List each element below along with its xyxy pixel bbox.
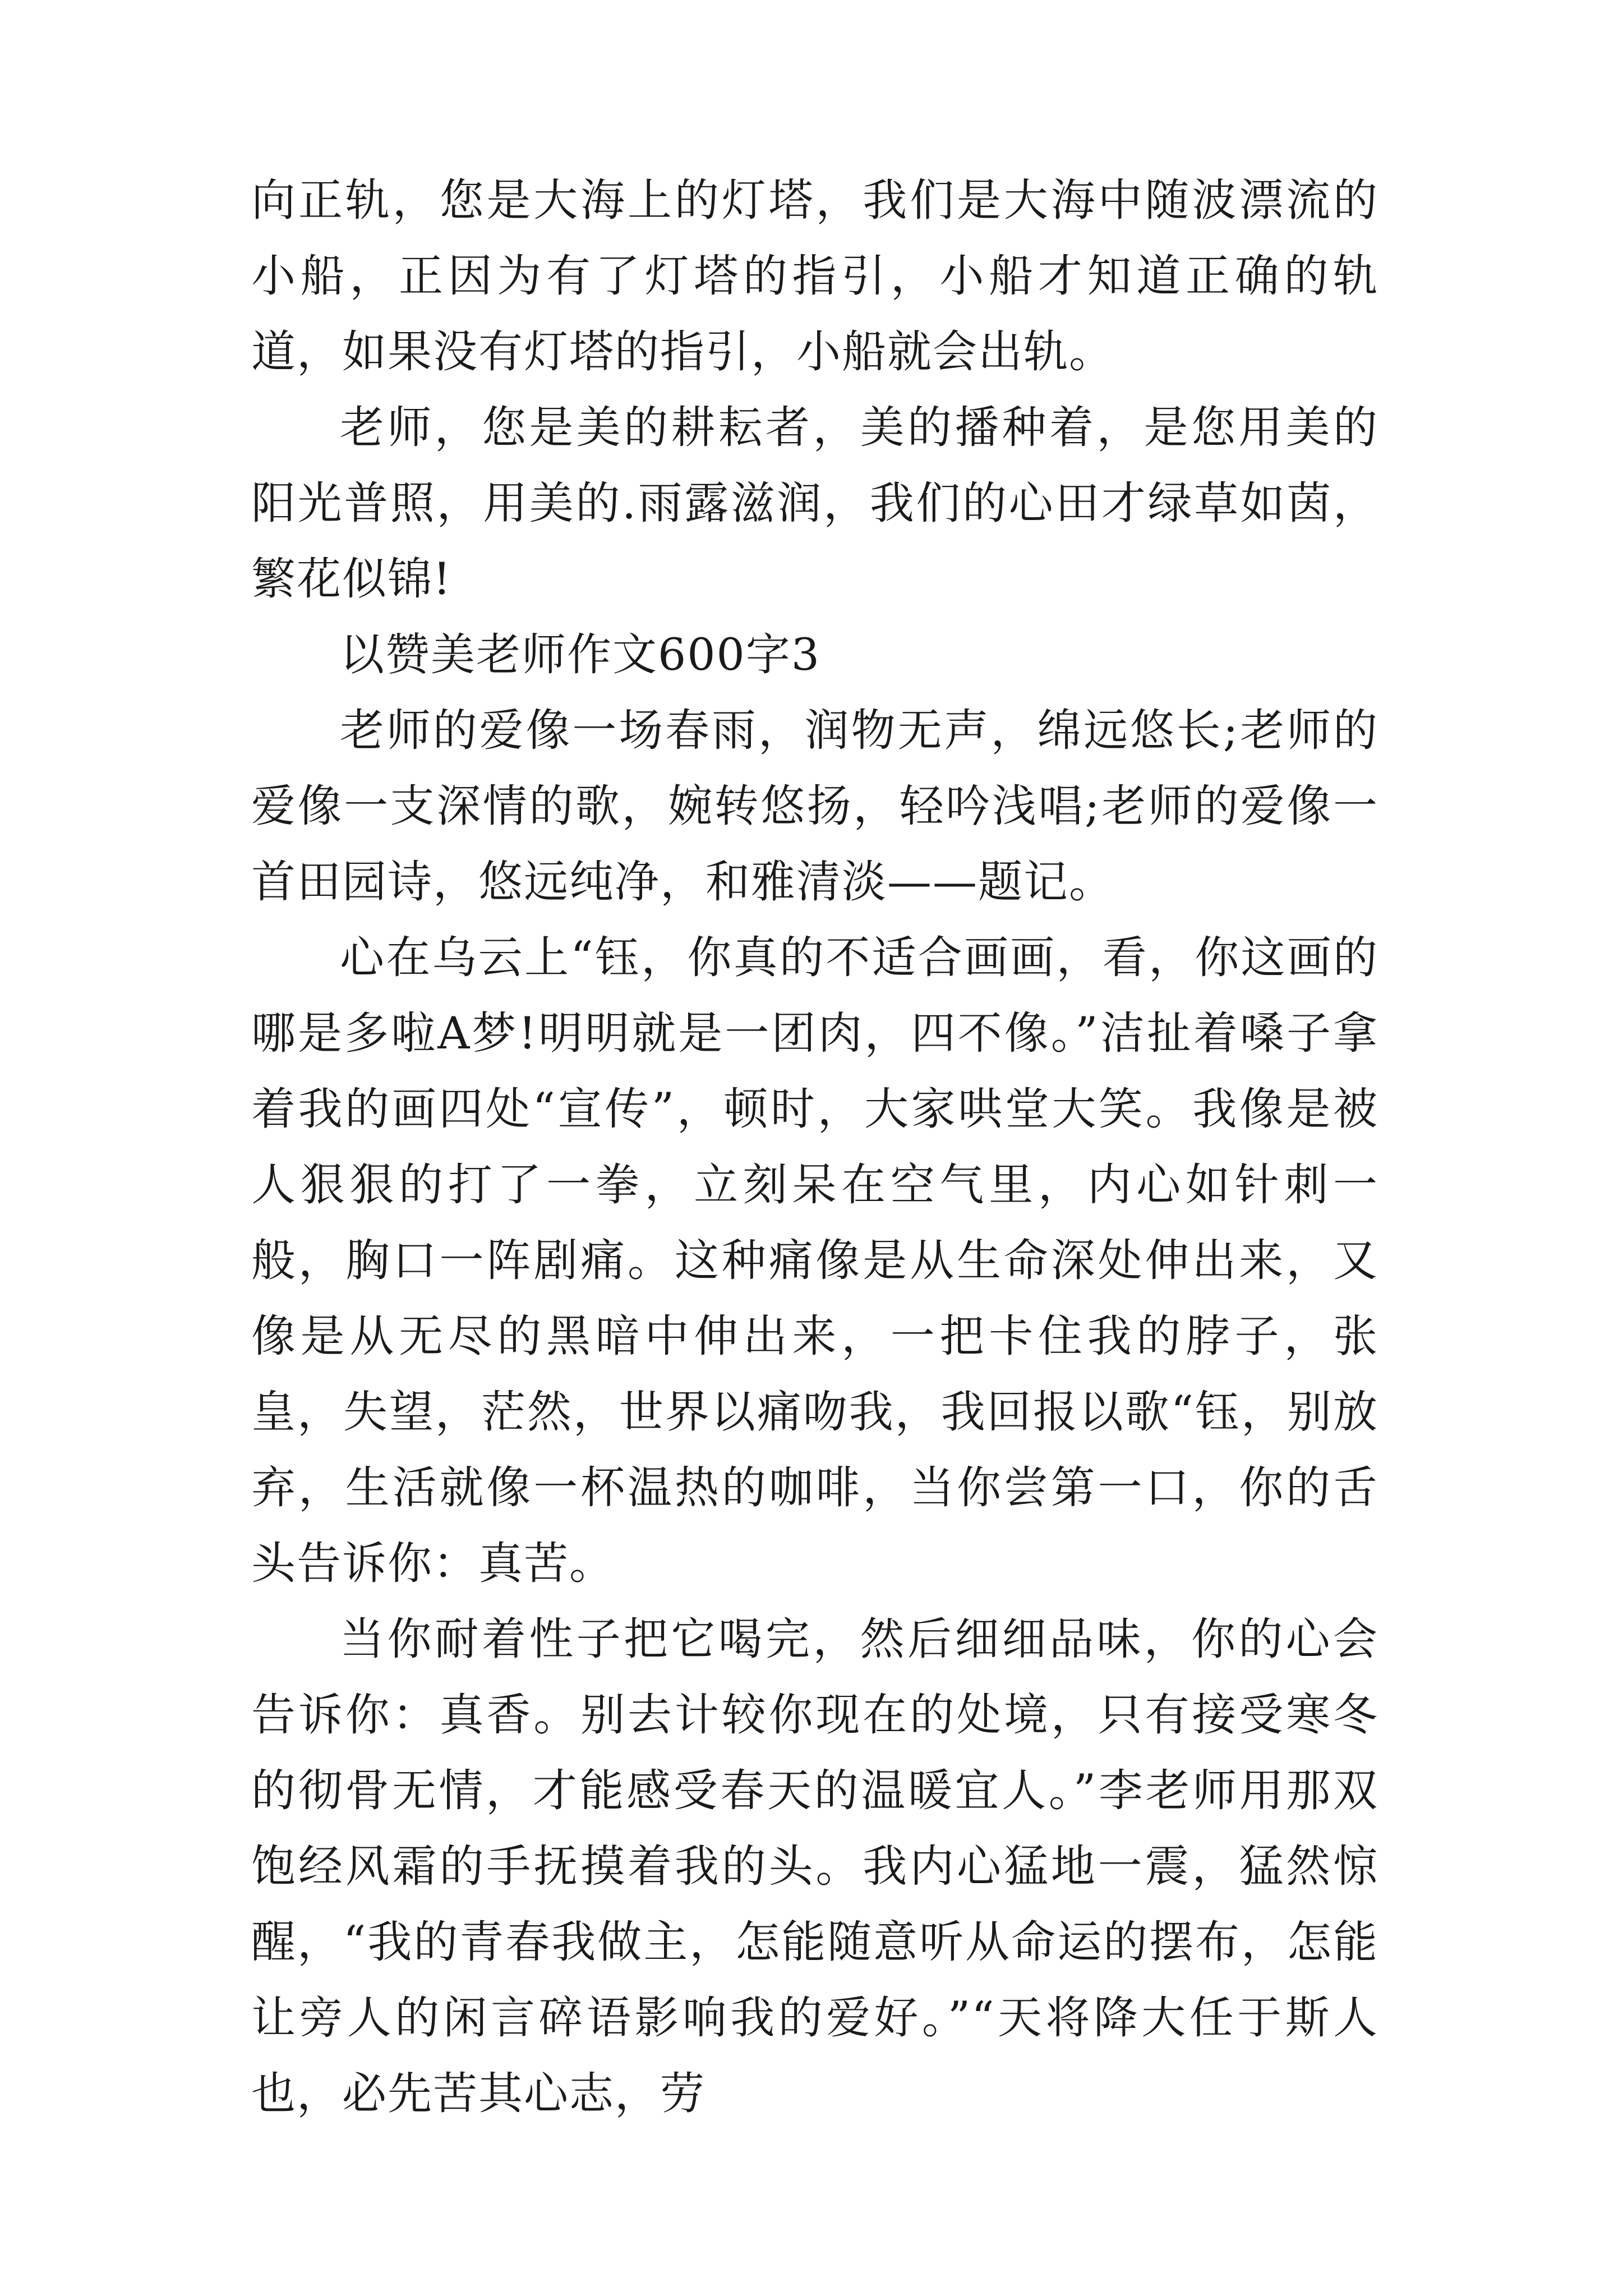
paragraph-continued: 向正轨，您是大海上的灯塔，我们是大海中随波漂流的小船，正因为有了灯塔的指引，小船才知道正确的轨道，如果没有灯塔的指引，小船就会出轨。 [251, 174, 1378, 378]
essay-heading: 以赞美老师作文600字3 [340, 629, 821, 680]
paragraph-gardener: 老师，您是美的耕耘者，美的播种着，是您用美的阳光普照，用美的.雨露滋润，我们的心田才绿草如茵，繁花似锦! [251, 402, 1378, 605]
paragraph-epigraph: 老师的爱像一场春雨，润物无声，绵远悠长;老师的爱像一支深情的歌，婉转悠扬，轻吟浅唱;老师的爱像一首田园诗，悠远纯净，和雅清淡——题记。 [251, 705, 1378, 908]
paragraph-teacher-advice: 当你耐着性子把它喝完，然后细细品味，你的心会告诉你：真香。别去计较你现在的处境，只有接受寒冬的彻骨无情，才能感受春天的温暖宜人。”李老师用那双饱经风霜的手抚摸着我的头。我内心猛地一震，猛然惊醒，“我的青春我做主，怎能随意听从命运的摆布，怎能让旁人的闲言碎语影响我的爱好。”“天将降大任于斯人也，必先苦其心志，劳 [251, 1613, 1378, 2119]
document-page [251, 163, 1378, 2132]
paragraph-story: 心在乌云上“钰，你真的不适合画画，看，你这画的哪是多啦A梦!明明就是一团肉，四不像。”洁扯着嗓子拿着我的画四处“宣传”，顿时，大家哄堂大笑。我像是被人狠狠的打了一拳，立刻呆在空气里，内心如针刺一般，胸口一阵剧痛。这种痛像是从生命深处伸出来，又像是从无尽的黑暗中伸出来，一把卡住我的脖子，张皇，失望，茫然，世界以痛吻我，我回报以歌“钰，别放弃，生活就像一杯温热的咖啡，当你尝第一口，你的舌头告诉你：真苦。 [251, 932, 1378, 1589]
